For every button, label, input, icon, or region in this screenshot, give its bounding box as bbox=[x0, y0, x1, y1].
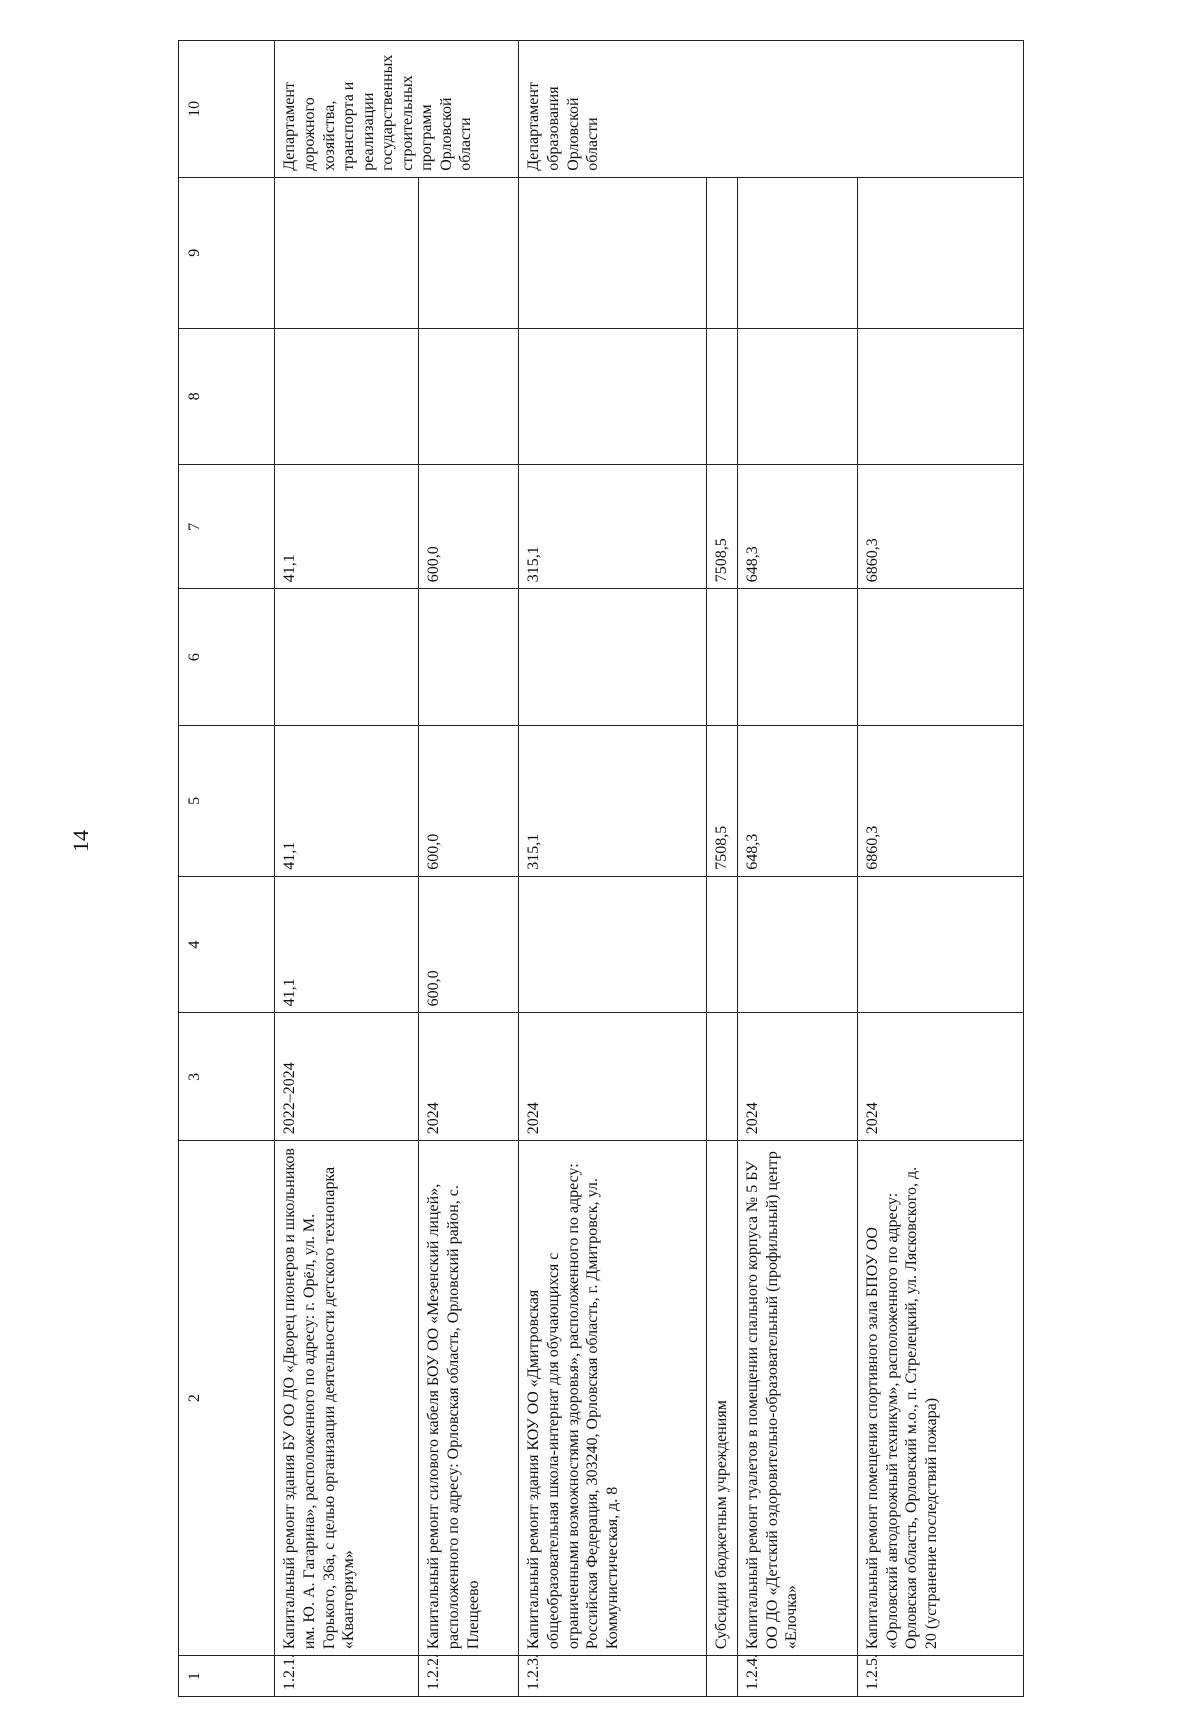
cell-col4 bbox=[858, 876, 1024, 1013]
cell-col4 bbox=[707, 876, 738, 1013]
cell-col9 bbox=[275, 177, 419, 328]
item-number bbox=[707, 1656, 738, 1697]
table-row bbox=[738, 41, 858, 1697]
header-cell-2: 2 bbox=[179, 1141, 275, 1656]
item-name: Капитальный ремонт туалетов в помещении спального корпуса № 5 БУ ОО ДО «Детский оздоровительно-образовательный (профильный) центр «Елочка» bbox=[738, 1141, 858, 1656]
rotated-table-container bbox=[178, 40, 1024, 1697]
cell-col6 bbox=[419, 589, 519, 726]
cell-col6 bbox=[275, 589, 419, 726]
header-cell-6: 6 bbox=[179, 589, 275, 726]
cell-col9 bbox=[738, 177, 858, 328]
cell-col8 bbox=[275, 328, 419, 465]
item-name: Капитальный ремонт здания КОУ ОО «Дмитровская общеобразовательная школа-интернат для обучающихся с ограниченными возможностями здоровья», расположенного по адресу: Российская Федерация, 303240, Орловская область, г. Дмитровск, ул. Коммунистическая, д. 8 bbox=[519, 1141, 707, 1656]
item-number: 1.2.5. bbox=[858, 1656, 1024, 1697]
item-period: 2024 bbox=[738, 1013, 858, 1141]
item-number: 1.2.3. bbox=[519, 1656, 707, 1697]
cell-col7: 648,3 bbox=[738, 465, 858, 589]
cell-col5: 600,0 bbox=[419, 725, 519, 876]
cell-col5: 41,1 bbox=[275, 725, 419, 876]
cell-col5: 648,3 bbox=[738, 725, 858, 876]
cell-col7: 41,1 bbox=[275, 465, 419, 589]
cell-col7: 315,1 bbox=[519, 465, 707, 589]
cell-col5: 6860,3 bbox=[858, 725, 1024, 876]
table-row bbox=[519, 41, 707, 1697]
cell-col4: 600,0 bbox=[419, 876, 519, 1013]
table-row bbox=[858, 41, 1024, 1697]
program-schedule-table bbox=[178, 40, 1024, 1697]
header-cell-7: 7 bbox=[179, 465, 275, 589]
cell-col7: 7508,5 bbox=[707, 465, 738, 589]
item-number: 1.2.1. bbox=[275, 1656, 419, 1697]
cell-col6 bbox=[738, 589, 858, 726]
table-row bbox=[419, 41, 519, 1697]
item-period: 2024 bbox=[858, 1013, 1024, 1141]
header-cell-1: 1 bbox=[179, 1656, 275, 1697]
table-row-subtotal bbox=[707, 41, 738, 1697]
header-cell-4: 4 bbox=[179, 876, 275, 1013]
cell-col8 bbox=[519, 328, 707, 465]
header-cell-5: 5 bbox=[179, 725, 275, 876]
cell-col4 bbox=[519, 876, 707, 1013]
page-number: 14 bbox=[68, 830, 93, 852]
item-name: Капитальный ремонт здания БУ ОО ДО «Дворец пионеров и школьников им. Ю. А. Гагарина», расположенного по адресу: г. Орёл, ул. М. Горького, 36а, с целью организации деятельности детского технопарка «Кванториум» bbox=[275, 1141, 419, 1656]
cell-col7: 6860,3 bbox=[858, 465, 1024, 589]
header-cell-8: 8 bbox=[179, 328, 275, 465]
header-cell-3: 3 bbox=[179, 1013, 275, 1141]
cell-col4: 41,1 bbox=[275, 876, 419, 1013]
cell-col8 bbox=[419, 328, 519, 465]
cell-col6 bbox=[858, 589, 1024, 726]
table-row bbox=[275, 41, 419, 1697]
item-period bbox=[707, 1013, 738, 1141]
cell-col8 bbox=[707, 328, 738, 465]
item-name: Субсидии бюджетным учреждениям bbox=[707, 1141, 738, 1656]
item-name: Капитальный ремонт помещения спортивного зала БПОУ ОО «Орловский автодорожный техникум», расположенного по адресу: Орловская область, Орловский м.о., п. Стрелецкий, ул. Лясковского, д. 20 (устранение последствий пожара) bbox=[858, 1141, 1024, 1656]
cell-col9 bbox=[858, 177, 1024, 328]
cell-col8 bbox=[858, 328, 1024, 465]
cell-col7: 600,0 bbox=[419, 465, 519, 589]
responsible-department-cell: Департамент дорожного хозяйства, транспорта и реализации государственных строительных программ Орловской области bbox=[275, 41, 519, 178]
table-header-row bbox=[179, 41, 275, 1697]
responsible-department-cell: Департамент образования Орловской области bbox=[519, 41, 1024, 178]
cell-col4 bbox=[738, 876, 858, 1013]
cell-col9 bbox=[707, 177, 738, 328]
header-cell-10: 10 bbox=[179, 41, 275, 178]
cell-col9 bbox=[419, 177, 519, 328]
item-period: 2022–2024 bbox=[275, 1013, 419, 1141]
item-number: 1.2.2. bbox=[419, 1656, 519, 1697]
item-period: 2024 bbox=[419, 1013, 519, 1141]
item-number: 1.2.4. bbox=[738, 1656, 858, 1697]
header-cell-9: 9 bbox=[179, 177, 275, 328]
cell-col8 bbox=[738, 328, 858, 465]
cell-col9 bbox=[519, 177, 707, 328]
cell-col5: 7508,5 bbox=[707, 725, 738, 876]
cell-col6 bbox=[519, 589, 707, 726]
cell-col5: 315,1 bbox=[519, 725, 707, 876]
cell-col6 bbox=[707, 589, 738, 726]
item-name: Капитальный ремонт силового кабеля БОУ ОО «Мезенский лицей», расположенного по адресу: Орловская область, Орловский район, с. Плещеево bbox=[419, 1141, 519, 1656]
item-period: 2024 bbox=[519, 1013, 707, 1141]
